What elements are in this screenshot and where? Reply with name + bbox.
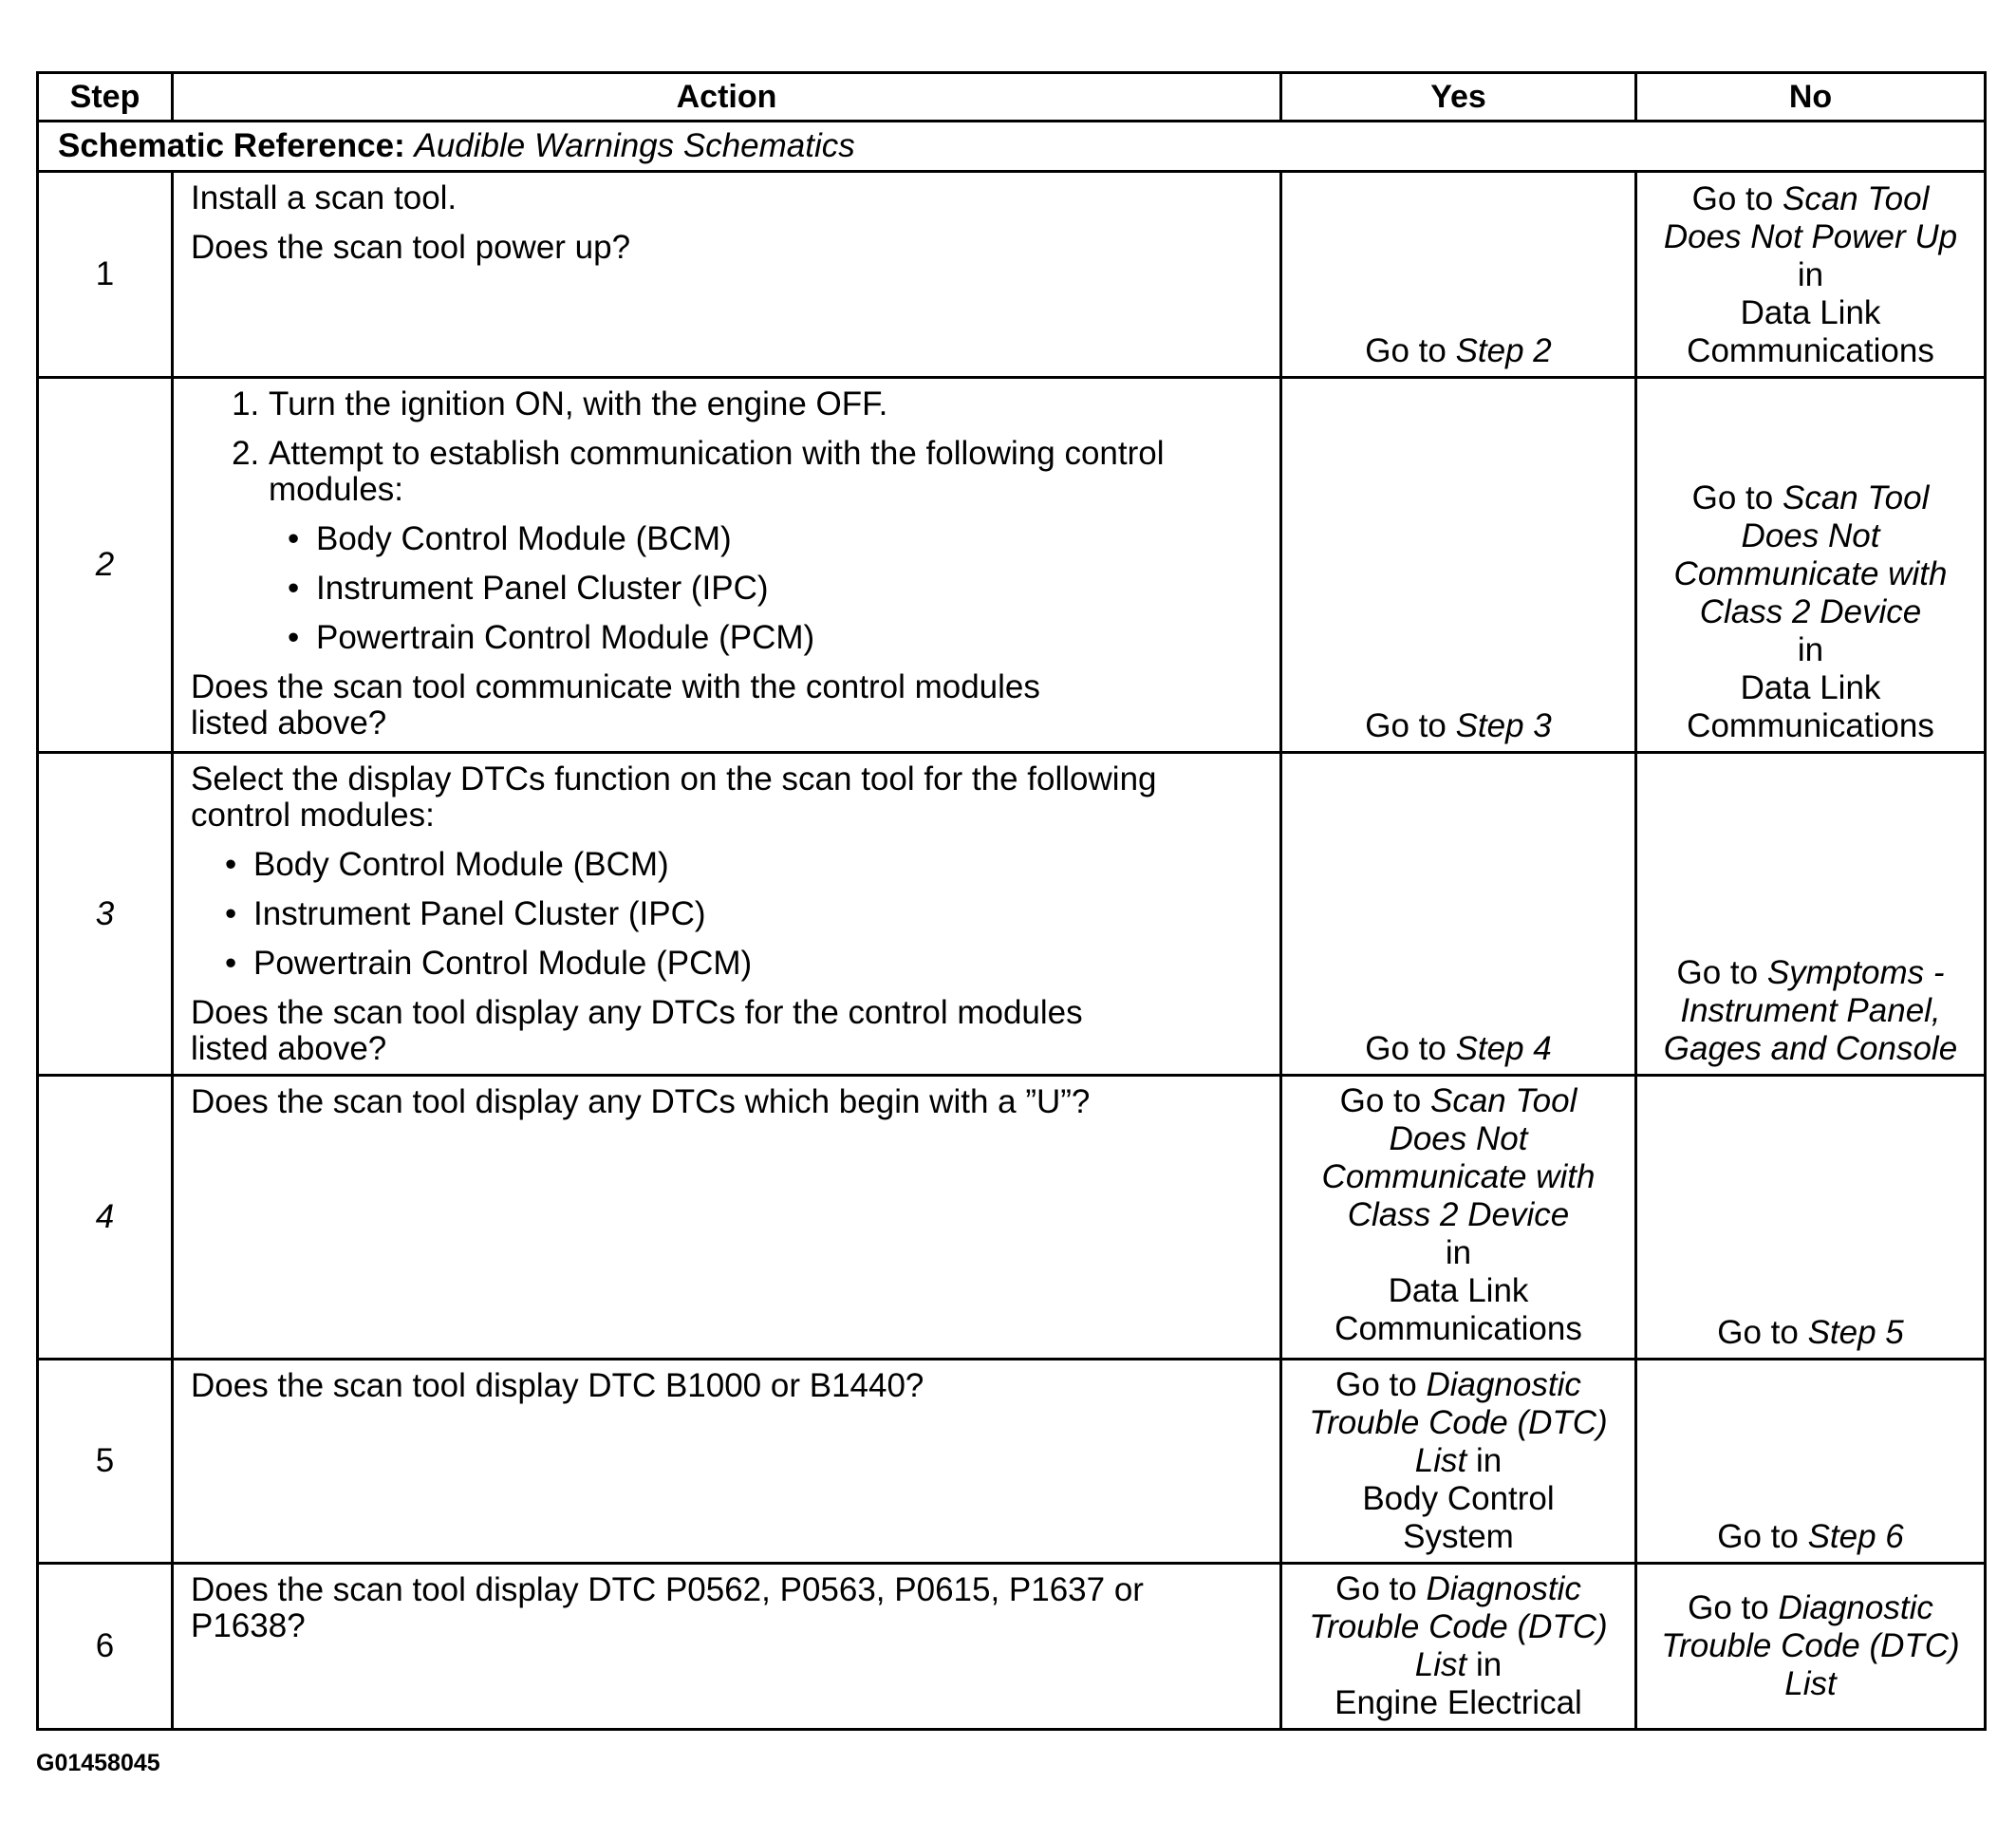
yes-link[interactable]: Does Not — [1389, 1120, 1528, 1157]
no-link[interactable]: Scan Tool — [1782, 479, 1930, 516]
yes-prefix: Go to — [1365, 707, 1456, 744]
no-link[interactable]: Symptoms - — [1766, 954, 1945, 991]
action-cell — [173, 1076, 1281, 1360]
table-row-step-5 — [38, 1360, 1986, 1564]
yes-cell — [1281, 1076, 1636, 1360]
header-no: No — [1636, 73, 1986, 122]
no-in: in — [1797, 256, 1824, 293]
table-row-step-2 — [38, 378, 1986, 753]
action-question: Does the scan tool display DTC P0562, P0563, P0615, P1637 or P1638? — [191, 1571, 1144, 1644]
yes-cell — [1281, 753, 1636, 1076]
yes-link[interactable]: Step 3 — [1455, 707, 1552, 744]
yes-prefix: Go to — [1339, 1082, 1430, 1119]
action-cell — [173, 1564, 1281, 1730]
no-link[interactable]: Gages and Console — [1663, 1030, 1958, 1067]
table-row-step-6 — [38, 1564, 1986, 1730]
yes-link[interactable]: Step 2 — [1455, 332, 1552, 369]
no-link[interactable]: Does Not Power Up — [1663, 218, 1958, 255]
no-link[interactable]: Communicate with — [1673, 555, 1948, 592]
no-link[interactable]: Diagnostic — [1778, 1589, 1933, 1626]
schematic-reference — [38, 122, 1986, 172]
yes-link[interactable]: Step 4 — [1455, 1030, 1552, 1067]
no-section: Communications — [1687, 707, 1934, 744]
action-text: Install a scan tool. — [191, 179, 457, 216]
yes-in: in — [1466, 1442, 1503, 1479]
yes-prefix: Go to — [1335, 1366, 1427, 1403]
no-section: Data Link — [1740, 669, 1881, 706]
no-link[interactable]: Step 5 — [1807, 1314, 1904, 1351]
schematic-reference-row — [38, 122, 1986, 172]
list-item: • Body Control Module (BCM) — [253, 847, 1266, 883]
action-question: Does the scan tool display any DTCs for the control modules listed above? — [191, 994, 1083, 1067]
yes-link[interactable]: Trouble Code (DTC) — [1309, 1608, 1608, 1645]
action-question: Does the scan tool communicate with the control modules listed above? — [191, 668, 1040, 741]
yes-in: in — [1445, 1234, 1472, 1271]
list-item: 2. Attempt to establish communication with the following control modules: • Body Control Module (BCM) • Instrument Panel Cluster (IPC) • Powertrain Control Module (PCM) — [269, 436, 1266, 656]
yes-prefix: Go to — [1365, 332, 1456, 369]
no-link[interactable]: Instrument Panel, — [1680, 992, 1941, 1029]
no-section: Data Link — [1740, 294, 1881, 331]
yes-section: Body Control — [1362, 1480, 1555, 1517]
no-cell — [1636, 1564, 1986, 1730]
list-item: • Instrument Panel Cluster (IPC) — [316, 571, 1266, 607]
list-item: • Body Control Module (BCM) — [316, 521, 1266, 557]
yes-prefix: Go to — [1365, 1030, 1456, 1067]
no-link[interactable]: Class 2 Device — [1699, 593, 1922, 630]
table-row-step-1 — [38, 172, 1986, 378]
no-cell — [1636, 378, 1986, 753]
no-in: in — [1797, 631, 1824, 668]
no-link[interactable]: Scan Tool — [1782, 180, 1930, 217]
diagnostic-table — [36, 71, 1987, 1731]
list-item: • Powertrain Control Module (PCM) — [253, 946, 1266, 982]
action-text: Select the display DTCs function on the scan tool for the following control modules: — [191, 760, 1157, 834]
no-link[interactable]: Trouble Code (DTC) — [1661, 1627, 1960, 1664]
yes-prefix: Go to — [1335, 1570, 1427, 1607]
no-prefix: Go to — [1676, 954, 1767, 991]
table-row-step-3 — [38, 753, 1986, 1076]
yes-cell — [1281, 1360, 1636, 1564]
yes-link[interactable]: Scan Tool — [1429, 1082, 1577, 1119]
action-cell — [173, 172, 1281, 378]
list-item: • Powertrain Control Module (PCM) — [316, 620, 1266, 656]
no-link[interactable]: List — [1784, 1665, 1837, 1702]
step-number: 1 — [38, 172, 173, 378]
header-step: Step — [38, 73, 173, 122]
action-question: Does the scan tool power up? — [191, 229, 631, 266]
step-number: 6 — [38, 1564, 173, 1730]
yes-link[interactable]: List — [1414, 1442, 1467, 1479]
yes-in: in — [1466, 1646, 1503, 1683]
action-cell — [173, 1360, 1281, 1564]
no-link[interactable]: Step 6 — [1807, 1518, 1904, 1555]
figure-id: G01458045 — [36, 1750, 160, 1776]
yes-cell — [1281, 1564, 1636, 1730]
bullet-list — [269, 521, 1266, 656]
yes-link[interactable]: Communicate with — [1321, 1158, 1596, 1195]
no-cell — [1636, 1076, 1986, 1360]
table-row-step-4 — [38, 1076, 1986, 1360]
no-link[interactable]: Does Not — [1741, 517, 1880, 554]
step-number: 5 — [38, 1360, 173, 1564]
step-number: 2 — [38, 378, 173, 753]
yes-section: System — [1403, 1518, 1514, 1555]
yes-cell — [1281, 378, 1636, 753]
schematic-reference-link[interactable]: Audible Warnings Schematics — [414, 127, 855, 164]
step-number: 3 — [38, 753, 173, 1076]
no-prefix: Go to — [1691, 180, 1783, 217]
no-prefix: Go to — [1717, 1314, 1808, 1351]
no-prefix: Go to — [1717, 1518, 1808, 1555]
step-number: 4 — [38, 1076, 173, 1360]
bullet-list — [191, 847, 1266, 982]
header-yes: Yes — [1281, 73, 1636, 122]
yes-cell — [1281, 172, 1636, 378]
action-question: Does the scan tool display any DTCs which begin with a ”U”? — [191, 1083, 1091, 1120]
no-cell — [1636, 1360, 1986, 1564]
yes-section: Communications — [1335, 1310, 1582, 1347]
no-prefix: Go to — [1688, 1589, 1779, 1626]
yes-section: Engine Electrical — [1335, 1684, 1582, 1721]
yes-link[interactable]: List — [1414, 1646, 1467, 1683]
list-item: • Instrument Panel Cluster (IPC) — [253, 896, 1266, 932]
action-question: Does the scan tool display DTC B1000 or B1440? — [191, 1367, 924, 1404]
header-action: Action — [173, 73, 1281, 122]
yes-link[interactable]: Diagnostic — [1426, 1570, 1581, 1607]
action-cell — [173, 753, 1281, 1076]
no-section: Communications — [1687, 332, 1934, 369]
yes-link[interactable]: Class 2 Device — [1347, 1196, 1570, 1233]
no-cell — [1636, 753, 1986, 1076]
numbered-list — [191, 386, 1266, 656]
no-cell — [1636, 172, 1986, 378]
yes-link[interactable]: Diagnostic — [1426, 1366, 1581, 1403]
list-item: 1. Turn the ignition ON, with the engine OFF. — [269, 386, 1266, 422]
header-row — [38, 73, 1986, 122]
yes-section: Data Link — [1388, 1272, 1529, 1309]
schematic-reference-label: Schematic Reference: — [58, 127, 405, 164]
yes-link[interactable]: Trouble Code (DTC) — [1309, 1404, 1608, 1441]
no-prefix: Go to — [1691, 479, 1783, 516]
action-cell — [173, 378, 1281, 753]
